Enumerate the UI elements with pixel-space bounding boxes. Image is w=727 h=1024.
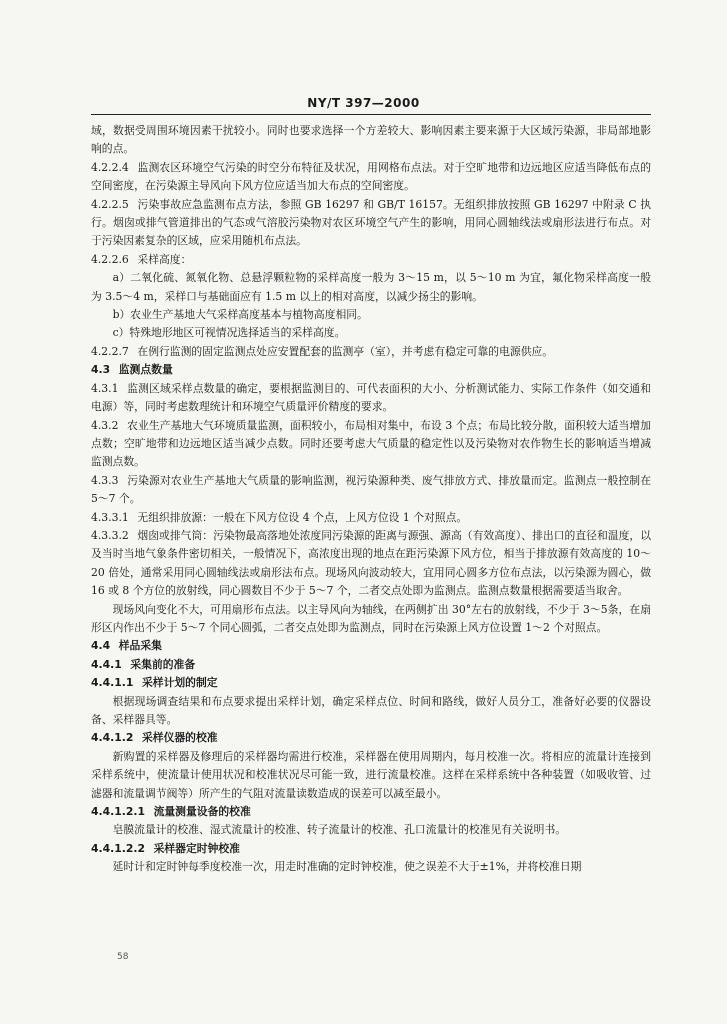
section-4-4-1-1-heading: [91, 674, 651, 692]
clause-number: 4.2.2.5: [91, 197, 129, 211]
section-title: 监测点数量: [118, 363, 173, 377]
section-number: 4.4.1.2.1: [91, 805, 145, 819]
clause-number: 4.2.2.6: [91, 252, 129, 266]
section-4-4-1-2-2-heading: [91, 840, 651, 858]
section-title: 采样计划的制定: [141, 676, 218, 690]
section-4-4-1-2-heading: [91, 729, 651, 747]
section-number: 4.3: [91, 363, 111, 377]
paragraph-flowmeter-calibration: 皂膜流量计的校准、湿式流量计的校准、转子流量计的校准、孔口流量计的校准见有关说明书。: [112, 823, 567, 837]
paragraph-fan-method: 现场风向变化不大，可用扇形布点法。以主导风向为轴线，在两侧扩出 30°左右的放射线，不少于 3～5条，在扇形区内作出不少于 5～7 个同心圆弧，二者交点处即为监测点，同时在污染源上风方位设置 1～2 个对照点。: [91, 602, 651, 634]
paragraph-sampling-plan: 根据现场调查结果和布点要求提出采样计划，确定采样点位、时间和路线，做好人员分工，准备好必要的仪器设备、采样器具等。: [91, 694, 651, 726]
list-item-c: c）特殊地形地区可视情况选择适当的采样高度。: [112, 326, 346, 340]
paragraph-timer-calibration: 延时计和定时钟每季度校准一次，用走时准确的定时钟校准，使之误差不大于±1%，并将校准日期: [112, 860, 582, 874]
clause-text: 烟囱或排气筒：污染物最高落地处浓度同污染源的距离与源强、源高（有效高度）、排出口的直径和温度，以及当时当地气象条件密切相关，一般情况下，高浓度出现的地点在距污染源下风方位，相当于排放源有效高度的 10～20 倍处，通常采用同心圆轴线法或扇形法布点。现场风向波动较大，宜用同心圆多方位布点法，以污染源为圆心，做 16 或 8 个方位的放射线，同心圆数目不少于 5～7 个，二者交点处即为监测点。监测点数量根据需要适当取舍。: [91, 528, 651, 598]
section-number: 4.4.1.2: [91, 731, 134, 745]
clause-4-3-2: [91, 417, 651, 472]
section-number: 4.4: [91, 639, 111, 653]
clause-4-3-3-1: [91, 509, 651, 527]
list-item-b: b）农业生产基地大气采样高度基本与植物高度相同。: [112, 308, 368, 322]
clause-4-2-2-6: [91, 251, 651, 269]
clause-number: 4.3.3: [91, 473, 119, 487]
section-number: 4.4.1: [91, 657, 122, 671]
clause-text: 在例行监测的固定监测点处应安置配套的监测亭（室），并考虑有稳定可靠的电源供应。: [137, 344, 554, 358]
clause-4-2-2-5: [91, 196, 651, 251]
section-title: 样品采集: [118, 639, 162, 653]
standard-code-header: NY/T 397—2000: [307, 96, 420, 110]
clause-text: 污染源对农业生产基地大气质量的影响监测，视污染源种类、废气排放方式、排放量而定。监测点一般控制在 5～7 个。: [91, 473, 651, 506]
clause-number: 4.2.2.7: [91, 344, 129, 358]
paragraph-instrument-calibration: 新购置的采样器及修理后的采样器均需进行校准，采样器在使用周期内，每月校准一次。将相应的流量计连接到采样系统中，使流量计使用状况和校准状况尽可能一致，进行流量校准。这样在采样系统中各种装置（如吸收管、过滤器和流量调节阀等）所产生的气阻对流量读数造成的误差可以减至最小。: [91, 749, 651, 800]
clause-number: 4.3.2: [91, 418, 119, 432]
page-body: [91, 122, 651, 877]
clause-4-2-2-4: [91, 159, 651, 196]
section-4-3-heading: [91, 361, 651, 379]
section-4-4-heading: [91, 637, 651, 655]
clause-number: 4.3.3.1: [91, 510, 129, 524]
section-title: 采样器定时钟校准: [153, 841, 240, 855]
clause-number: 4.3.3.2: [91, 528, 129, 542]
clause-title: 采样高度：: [137, 252, 192, 266]
clause-text: 无组织排放源：一般在下风方位设 4 个点，上风方位设 1 个对照点。: [137, 510, 468, 524]
section-number: 4.4.1.1: [91, 676, 134, 690]
clause-4-3-3-2: [91, 527, 651, 601]
header-rule: [91, 114, 651, 115]
section-4-4-1-heading: [91, 656, 651, 674]
clause-4-3-3: [91, 472, 651, 509]
clause-text: 监测区域采样点数量的确定，要根据监测目的、可代表面积的大小、分析测试能力、实际工作条件（如交通和电源）等，同时考虑数理统计和环境空气质量评价精度的要求。: [91, 381, 651, 414]
clause-text: 农业生产基地大气环境质量监测，面积较小，布局相对集中，布设 3 个点；布局比较分散，面积较大适当增加点数；空旷地带和边远地区适当减少点数。同时还要考虑大气质量的稳定性以及污染物对农作物生长的影响适当增减监测点数。: [91, 418, 651, 469]
section-title: 流量测量设备的校准: [153, 805, 251, 819]
clause-number: 4.2.2.4: [91, 160, 129, 174]
list-item-a: a）二氧化硫、氮氧化物、总悬浮颗粒物的采样高度一般为 3～15 m，以 5～10 m 为宜，氟化物采样高度一般为 3.5～4 m，采样口与基础面应有 1.5 m 以上的相对高度，以减少扬尘的影响。: [91, 271, 651, 303]
clause-text: 污染事故应急监测布点方法，参照 GB 16297 和 GB/T 16157。无组织排放按照 GB 16297 中附录 C 执行。烟囱或排气管道排出的气态或气溶胶污染物对农区环境空气产生的影响，用同心圆轴线法或扇形法进行布点。对于污染因素复杂的区域，应采用随机布点法。: [91, 197, 651, 248]
clause-4-3-1: [91, 380, 651, 417]
page-number: 58: [117, 952, 129, 962]
section-title: 采样仪器的校准: [141, 731, 218, 745]
section-4-4-1-2-1-heading: [91, 803, 651, 821]
clause-text: 监测农区环境空气污染的时空分布特征及状况，用网格布点法。对于空旷地带和边远地区应适当降低布点的空间密度，在污染源主导风向下风方位应适当加大布点的空间密度。: [91, 160, 651, 193]
paragraph-continuation: 域，数据受周围环境因素干扰较小。同时也要求选择一个方差较大、影响因素主要来源于大区域污染源，非局部地影响的点。: [91, 124, 651, 156]
section-title: 采集前的准备: [130, 657, 196, 671]
section-number: 4.4.1.2.2: [91, 841, 145, 855]
clause-4-2-2-7: [91, 343, 651, 361]
clause-number: 4.3.1: [91, 381, 119, 395]
